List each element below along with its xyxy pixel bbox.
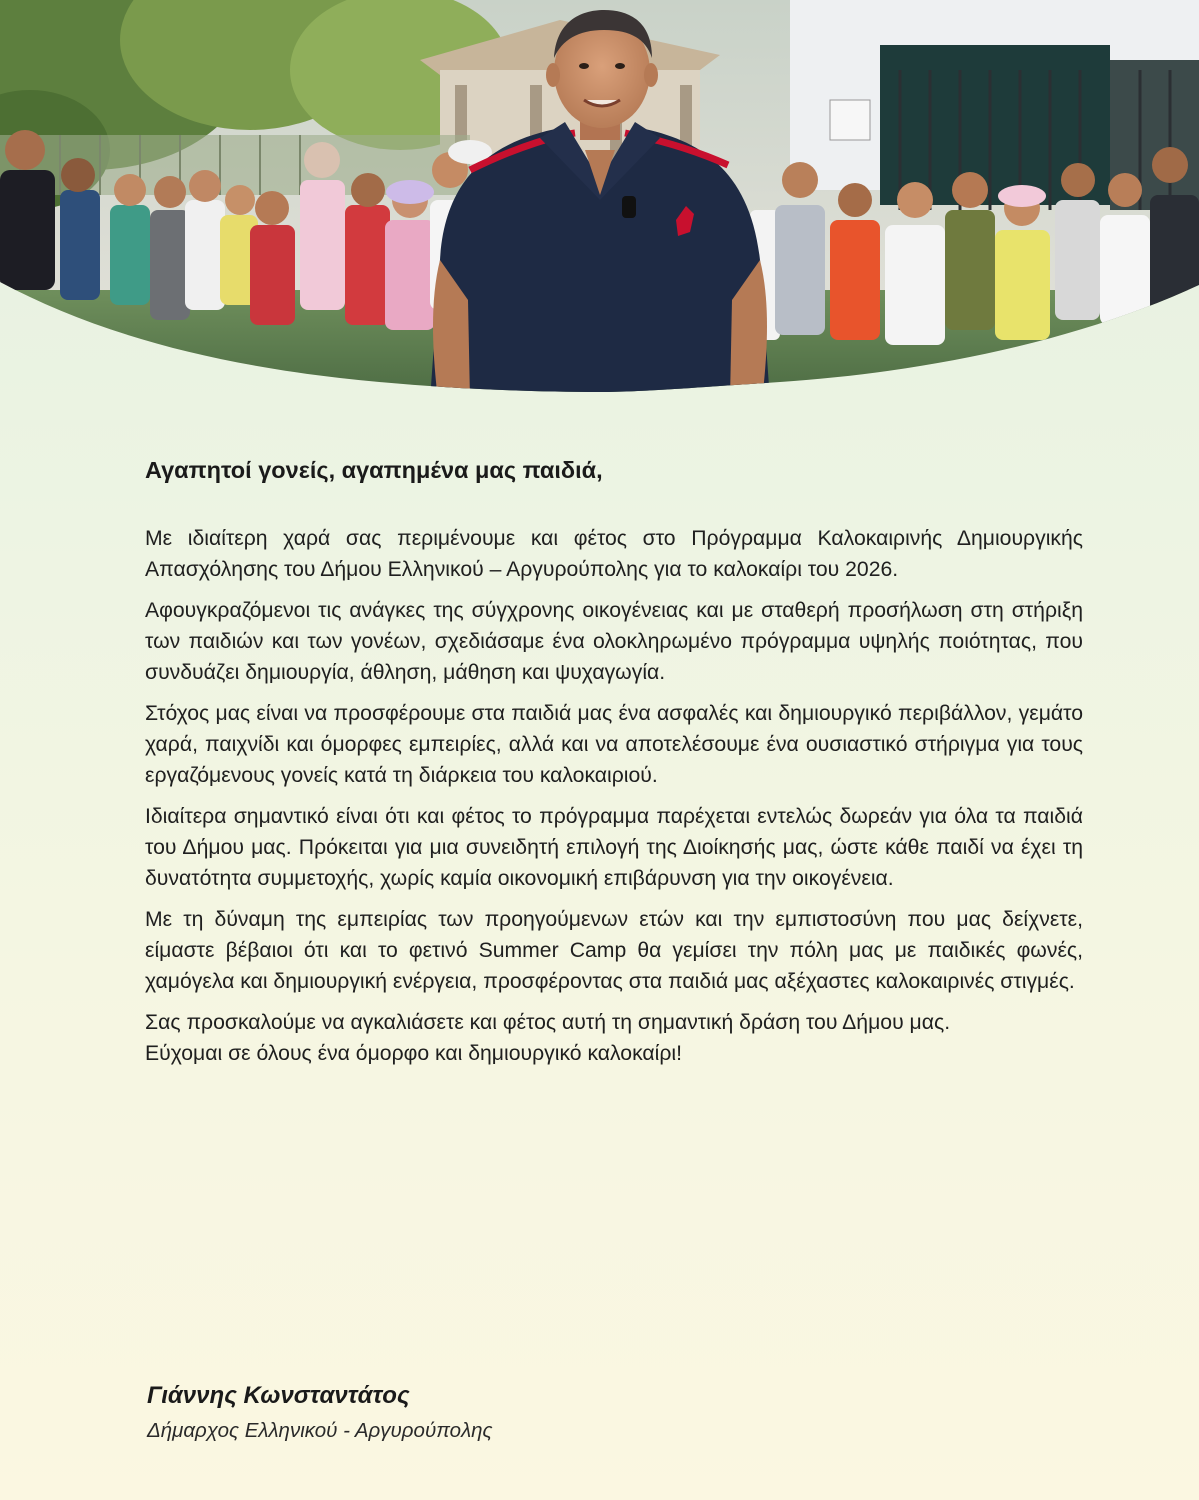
paragraph-goals: Στόχος μας είναι να προσφέρουμε στα παιδιά μας ένα ασφαλές και δημιουργικό περιβάλλον, γεμάτο χαρά, παιχνίδι και όμορφες εμπειρίες, αλλά και να αποτελέσουμε ένα ουσιαστικό στήριγμα για τους εργαζόμενους γονείς κατά τη διάρκεια του καλοκαιριού. <box>145 702 1083 787</box>
letter-body <box>145 455 1083 1069</box>
letter-greeting: Αγαπητοί γονείς, αγαπημένα μας παιδιά, <box>145 457 603 483</box>
letter-closing: Εύχομαι σε όλους ένα όμορφο και δημιουργικό καλοκαίρι! <box>145 1042 683 1065</box>
paragraph-free-of-charge: Ιδιαίτερα σημαντικό είναι ότι και φέτος το πρόγραμμα παρέχεται εντελώς δωρεάν για όλα τα παιδιά του Δήμου μας. Πρόκειται για μια συνειδητή επιλογή της Διοίκησής μας, ώστε κάθε παιδί να έχει τη δυνατότητα συμμετοχής, χωρίς καμία οικονομική επιβάρυνση για την οικογένεια. <box>145 805 1083 890</box>
paragraph-summer-camp: Με τη δύναμη της εμπειρίας των προηγούμενων ετών και την εμπιστοσύνη που μας δείχνετε, είμαστε βέβαιοι ότι και το φετινό Summer Camp θα γεμίσει την πόλη μας με παιδικές φωνές, χαμόγελα και δημιουργική ενέργεια, προσφέροντας στα παιδιά μας αξέχαστες καλοκαιρινές στιγμές. <box>145 908 1083 993</box>
signature-name: Γιάννης Κωνσταντάτος <box>147 1382 410 1409</box>
paragraph-program-design: Αφουγκραζόμενοι τις ανάγκες της σύγχρονης οικογένειας και με σταθερή προσήλωση στη στήριξη των παιδιών και των γονέων, σχεδιάσαμε ένα ολοκληρωμένο πρόγραμμα υψηλής ποιότητας, που συνδυάζει δημιουργία, άθληση, μάθηση και ψυχαγωγία. <box>145 599 1083 684</box>
header-photo <box>0 0 1199 400</box>
paragraph-embrace: Σας προσκαλούμε να αγκαλιάσετε και φέτος αυτή τη σημαντική δράση του Δήμου μας. <box>145 1011 951 1034</box>
paragraph-invitation: Με ιδιαίτερη χαρά σας περιμένουμε και φέτος στο Πρόγραμμα Καλοκαιρινής Δημιουργικής Απασχόλησης του Δήμου Ελληνικού – Αργυρούπολης για το καλοκαίρι του 2026. <box>145 527 1083 581</box>
children-group-right <box>750 147 1199 345</box>
signature-block <box>147 1380 847 1446</box>
mayor-with-children-photo <box>0 0 1199 400</box>
signature-title: Δήμαρχος Ελληνικού - Αργυρούπολης <box>147 1419 493 1442</box>
